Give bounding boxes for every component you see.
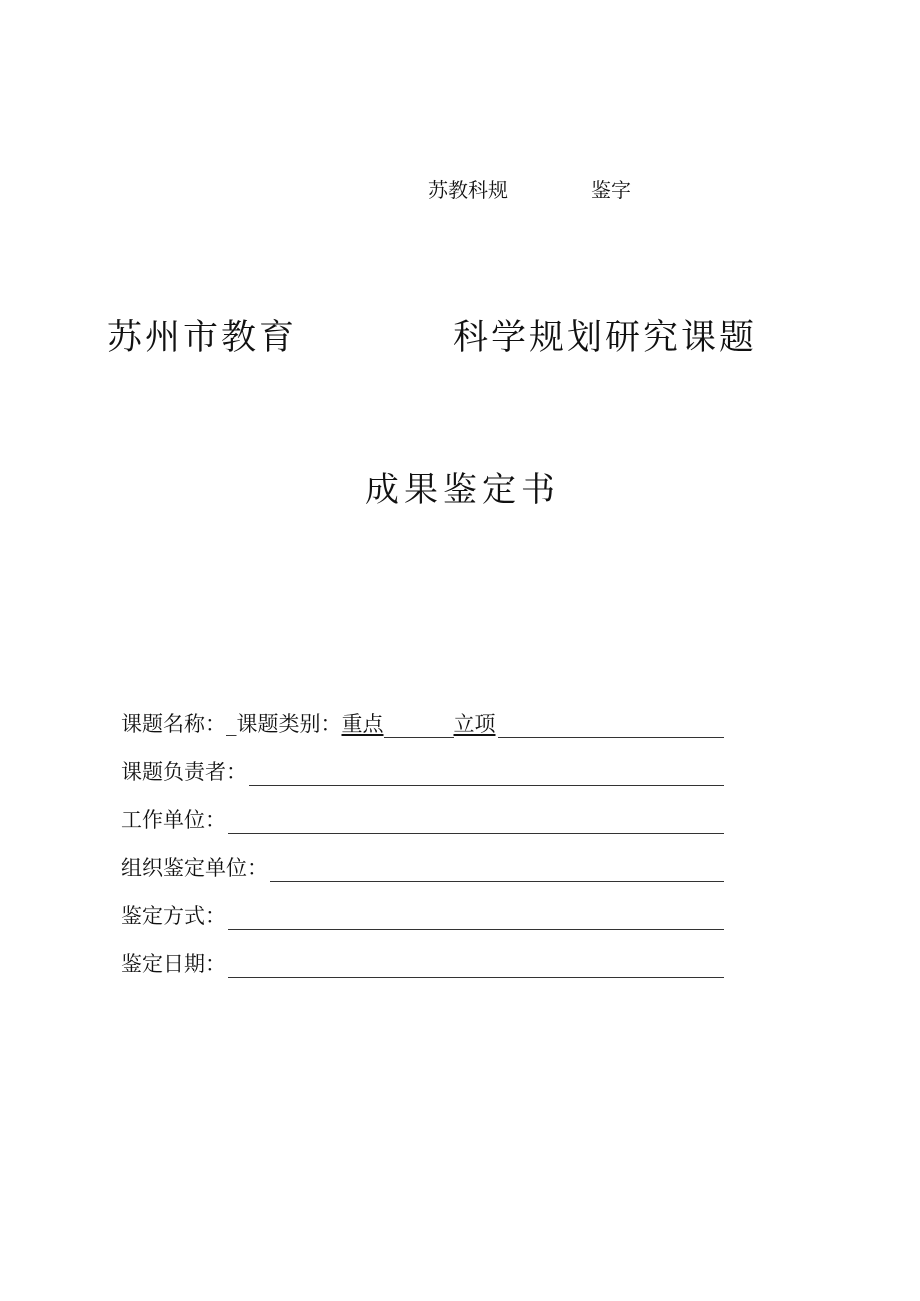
work-unit-fill-line[interactable]: [228, 809, 724, 834]
work-unit-label: 工作单位：: [121, 808, 226, 832]
method-fill-line[interactable]: [228, 905, 724, 930]
topic-row: [121, 706, 724, 738]
method-row: [121, 898, 724, 930]
title-left: 苏州市教育: [107, 318, 298, 358]
category-gap-line: [384, 717, 454, 738]
org-unit-fill-line[interactable]: [270, 857, 724, 882]
category-approved: 立项: [453, 712, 496, 736]
date-row: [121, 946, 724, 978]
org-unit-label: 组织鉴定单位：: [121, 856, 268, 880]
org-unit-row: [121, 850, 724, 882]
topic-category-label: 课题类别：: [236, 712, 342, 736]
subtitle: 成果鉴定书: [365, 470, 560, 510]
leader-label: 课题负责者：: [121, 760, 247, 784]
title-right: 科学规划研究课题: [453, 318, 758, 358]
doc-number-suffix: 鉴字: [591, 178, 631, 202]
topic-fill-line[interactable]: [498, 713, 725, 738]
category-key: 重点: [341, 712, 384, 736]
leader-fill-line[interactable]: [249, 761, 724, 786]
doc-number-prefix: 苏教科规: [428, 178, 508, 202]
date-label: 鉴定日期：: [121, 952, 226, 976]
method-label: 鉴定方式：: [121, 904, 226, 928]
date-fill-line[interactable]: [228, 953, 724, 978]
topic-name-label: 课题名称：_: [121, 712, 237, 736]
leader-row: [121, 754, 724, 786]
work-unit-row: [121, 802, 724, 834]
